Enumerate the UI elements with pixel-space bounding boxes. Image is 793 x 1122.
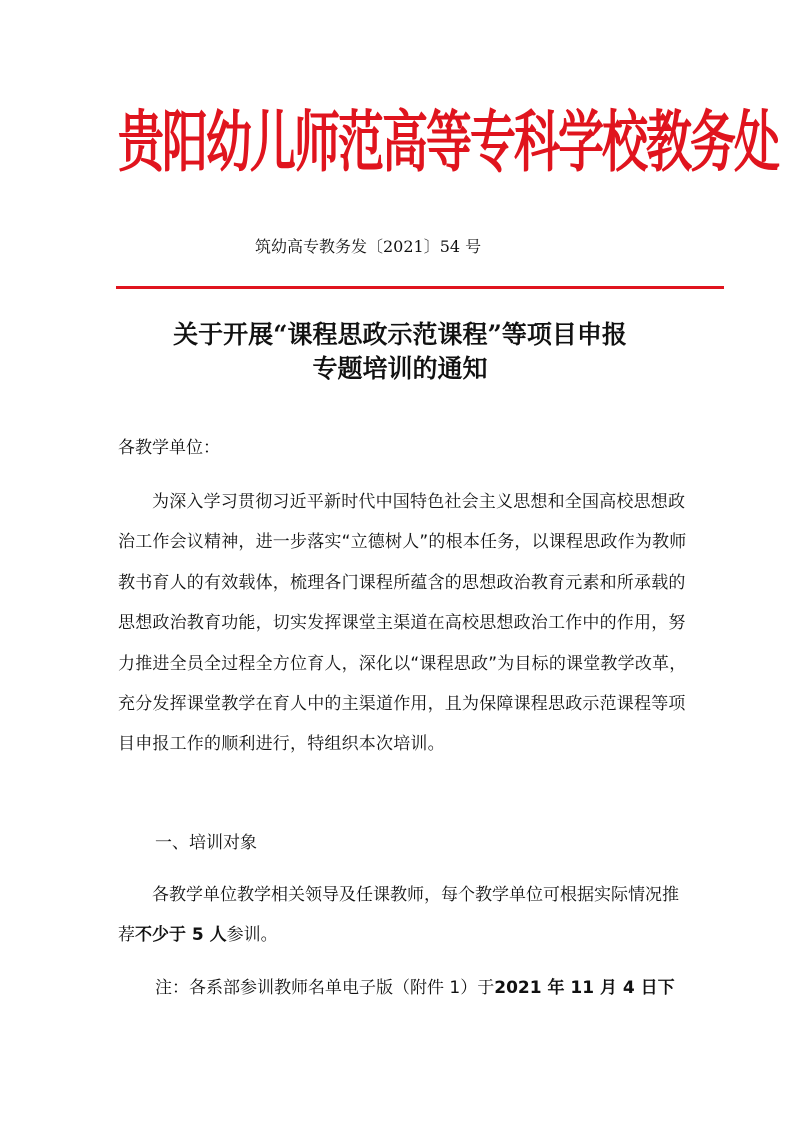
paragraph-2 <box>118 875 688 955</box>
document-number: 筑幼高专教务发〔2021〕54 号 <box>255 237 482 256</box>
title-line-1: 关于开展“课程思政示范课程”等项目申报 <box>173 320 627 349</box>
section-heading-1: 一、培训对象 <box>155 833 257 853</box>
paragraph-2-text: 各教学单位教学相关领导及任课教师，每个教学单位可根据实际情况推荐 <box>118 885 679 945</box>
paragraph-2-suffix: 参训。 <box>226 925 278 945</box>
salutation: 各教学单位： <box>118 438 220 458</box>
note-text: 注：各系部参训教师名单电子版（附件 1）于 <box>155 978 495 998</box>
paragraph-1: 为深入学习贯彻习近平新时代中国特色社会主义思想和全国高校思想政治工作会议精神，进一步落实“立德树人”的根本任务，以课程思政作为教师教书育人的有效载体，梳理各门课程所蕴含的思想政治教育元素和所承载的思想政治教育功能，切实发挥课堂主渠道在高校思想政治工作中的作用，努力推进全员全过程全方位育人，深化以“课程思政”为目标的课堂教学改革，充分发挥课堂教学在育人中的主渠道作用，且为保障课程思政示范课程等项目申报工作的顺利进行，特组织本次培训。 <box>118 492 687 755</box>
paragraph-2-emphasis: 不少于 5 人 <box>135 925 227 945</box>
title-line-2: 专题培训的通知 <box>312 354 488 383</box>
org-letterhead: 贵阳幼儿师范高等专科学校教务处 <box>118 102 778 182</box>
document-title <box>110 318 690 386</box>
note-paragraph <box>155 973 725 998</box>
red-divider <box>116 286 724 289</box>
note-date: 2021 年 11 月 4 日下 <box>494 978 675 998</box>
